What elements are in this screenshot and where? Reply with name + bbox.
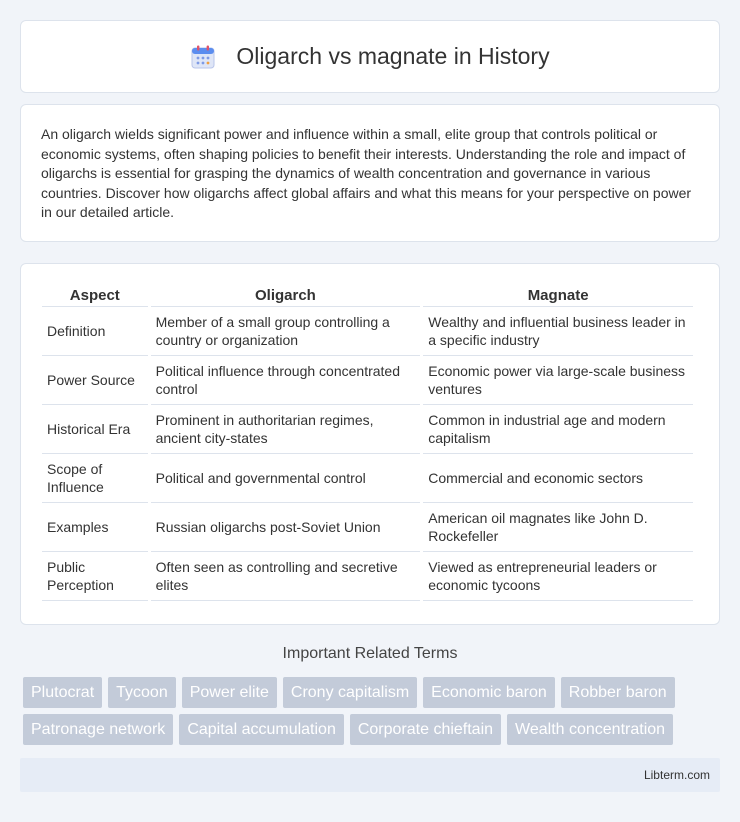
table-row: [42, 503, 693, 552]
table-row: [42, 454, 693, 503]
cell-aspect: Public Perception: [42, 552, 148, 601]
table-row: [42, 356, 693, 405]
cell-oligarch: Russian oligarchs post-Soviet Union: [151, 503, 421, 552]
cell-magnate: Viewed as entrepreneurial leaders or economic tycoons: [423, 552, 693, 601]
header-magnate: Magnate: [423, 284, 693, 307]
intro-paragraph: An oligarch wields significant power and influence within a small, elite group that controls political or economic systems, often shaping policies to benefit their interests. Understanding the role and impact of oligarchs is essential for grasping the dynamics of wealth concentration and governance in various countries. Discover how oligarchs affect global affairs and what this means for your perspective on power in our detailed article.: [41, 126, 692, 221]
related-term-tag[interactable]: Plutocrat: [23, 677, 102, 708]
cell-magnate: Wealthy and influential business leader in a specific industry: [423, 307, 693, 356]
related-term-tag[interactable]: Patronage network: [23, 714, 173, 745]
related-term-tag[interactable]: Capital accumulation: [179, 714, 344, 745]
comparison-table: [39, 284, 696, 601]
cell-oligarch: Often seen as controlling and secretive elites: [151, 552, 421, 601]
cell-aspect: Definition: [42, 307, 148, 356]
related-term-tag[interactable]: Economic baron: [423, 677, 555, 708]
related-term-tag[interactable]: Robber baron: [561, 677, 675, 708]
intro-card: [20, 104, 720, 242]
footer-site-link[interactable]: Libterm.com: [643, 768, 710, 782]
related-term-tag[interactable]: Power elite: [182, 677, 277, 708]
cell-aspect: Scope of Influence: [42, 454, 148, 503]
cell-oligarch: Political influence through concentrated control: [151, 356, 421, 405]
cell-aspect: Power Source: [42, 356, 148, 405]
related-terms-title: Important Related Terms: [282, 645, 458, 662]
header-aspect: Aspect: [42, 284, 148, 307]
table-row: [42, 307, 693, 356]
footer: [20, 758, 720, 792]
header-oligarch: Oligarch: [151, 284, 421, 307]
related-term-tag[interactable]: Corporate chieftain: [350, 714, 501, 745]
table-header-row: [42, 284, 693, 307]
calendar-icon: [190, 44, 216, 70]
cell-aspect: Examples: [42, 503, 148, 552]
cell-magnate: American oil magnates like John D. Rockefeller: [423, 503, 693, 552]
related-term-tag[interactable]: Wealth concentration: [507, 714, 673, 745]
related-term-tag[interactable]: Tycoon: [108, 677, 176, 708]
page-title: Oligarch vs magnate in History: [236, 43, 550, 69]
cell-oligarch: Political and governmental control: [151, 454, 421, 503]
related-terms-list: [23, 677, 723, 751]
cell-oligarch: Member of a small group controlling a country or organization: [151, 307, 421, 356]
cell-oligarch: Prominent in authoritarian regimes, ancient city-states: [151, 405, 421, 454]
header-card: [20, 20, 720, 93]
related-term-tag[interactable]: Crony capitalism: [283, 677, 417, 708]
cell-magnate: Common in industrial age and modern capitalism: [423, 405, 693, 454]
table-row: [42, 552, 693, 601]
comparison-table-card: [20, 263, 720, 625]
table-row: [42, 405, 693, 454]
cell-magnate: Economic power via large-scale business ventures: [423, 356, 693, 405]
cell-magnate: Commercial and economic sectors: [423, 454, 693, 503]
cell-aspect: Historical Era: [42, 405, 148, 454]
